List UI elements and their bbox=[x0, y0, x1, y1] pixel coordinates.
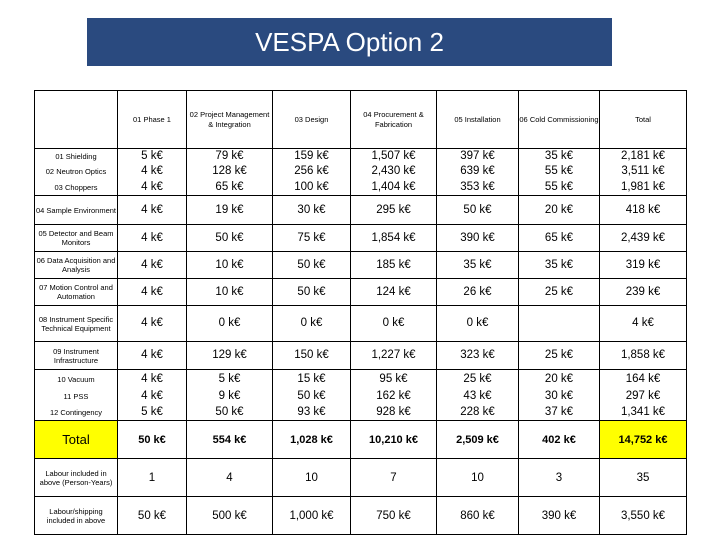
cell-value: 4 k€ bbox=[632, 317, 654, 329]
row-label-text: 09 Instrument Infrastructure bbox=[53, 346, 99, 365]
table-cell: 500 k€ bbox=[187, 497, 273, 535]
table-row bbox=[35, 306, 687, 342]
table-cell: 860 k€ bbox=[437, 497, 519, 535]
table-cell bbox=[437, 279, 519, 306]
cell-value: 25 k€ bbox=[463, 373, 492, 385]
cell-value: 0 k€ bbox=[466, 317, 489, 329]
table-row bbox=[35, 225, 687, 252]
cell-value: 4 k€ bbox=[141, 181, 163, 193]
cell-value: 319 k€ bbox=[625, 259, 661, 271]
row-label-text: 01 Shielding bbox=[55, 151, 97, 161]
cell-value: 25 k€ bbox=[544, 349, 574, 361]
cell-value: 10 k€ bbox=[215, 286, 244, 298]
table-cell bbox=[118, 279, 187, 306]
table-cell bbox=[351, 252, 437, 279]
table-cell bbox=[273, 149, 351, 196]
column-header: 03 Design bbox=[273, 91, 351, 149]
cell-value: 55 k€ bbox=[544, 165, 574, 177]
cell-value: 35 k€ bbox=[544, 150, 574, 162]
table-cell bbox=[600, 342, 687, 370]
table-row bbox=[35, 279, 687, 306]
cell-value: 397 k€ bbox=[460, 150, 495, 162]
table-cell bbox=[351, 370, 437, 421]
cell-value: 30 k€ bbox=[297, 204, 326, 216]
table-cell bbox=[351, 342, 437, 370]
cell-value: 1,981 k€ bbox=[620, 181, 666, 193]
cell-value: 4 k€ bbox=[141, 349, 163, 361]
column-header: 05 Installation bbox=[437, 91, 519, 149]
cell-value: 65 k€ bbox=[544, 232, 574, 244]
table-cell: 35 bbox=[600, 459, 687, 497]
cell-value: 323 k€ bbox=[460, 349, 495, 361]
table-cell bbox=[187, 149, 273, 196]
cell-value: 4 k€ bbox=[141, 259, 163, 271]
cell-value: 239 k€ bbox=[625, 286, 661, 298]
cell-value: 5 k€ bbox=[218, 373, 241, 385]
cell-value: 1,854 k€ bbox=[371, 232, 416, 244]
table-cell bbox=[118, 306, 187, 342]
labour-row bbox=[35, 459, 687, 497]
cell-value: 30 k€ bbox=[544, 390, 574, 402]
cell-value: 1,858 k€ bbox=[620, 349, 666, 361]
cell-value: 228 k€ bbox=[460, 406, 495, 418]
total-row bbox=[35, 421, 687, 459]
cell-value: 20 k€ bbox=[544, 204, 574, 216]
cell-value: 256 k€ bbox=[294, 165, 329, 177]
cell-value: 75 k€ bbox=[297, 232, 326, 244]
table-cell bbox=[187, 252, 273, 279]
cell-value: 390 k€ bbox=[460, 232, 495, 244]
cell-value: 4 k€ bbox=[141, 165, 163, 177]
table-cell bbox=[519, 279, 600, 306]
table-cell: 10 bbox=[437, 459, 519, 497]
table-cell bbox=[519, 306, 600, 342]
header-corner bbox=[35, 91, 118, 149]
cell-value: 4 k€ bbox=[141, 317, 163, 329]
table-cell bbox=[519, 252, 600, 279]
row-label: Total bbox=[35, 421, 118, 459]
table-cell: 554 k€ bbox=[187, 421, 273, 459]
slide-title: VESPA Option 2 bbox=[87, 18, 612, 66]
table-cell: 14,752 k€ bbox=[600, 421, 687, 459]
cell-value: 50 k€ bbox=[215, 232, 244, 244]
table-cell bbox=[118, 252, 187, 279]
row-label bbox=[35, 252, 118, 279]
column-header: 01 Phase 1 bbox=[118, 91, 187, 149]
row-label bbox=[35, 279, 118, 306]
cell-value: 159 k€ bbox=[294, 150, 329, 162]
table-cell bbox=[437, 342, 519, 370]
cell-value: 4 k€ bbox=[141, 286, 163, 298]
table-cell bbox=[118, 370, 187, 421]
cell-value: 1,341 k€ bbox=[620, 406, 666, 418]
cell-value: 164 k€ bbox=[625, 373, 661, 385]
table-cell bbox=[118, 225, 187, 252]
cell-value: 4 k€ bbox=[141, 232, 163, 244]
table-cell: 390 k€ bbox=[519, 497, 600, 535]
table-cell bbox=[600, 252, 687, 279]
table-cell bbox=[187, 225, 273, 252]
cell-value: 129 k€ bbox=[212, 349, 247, 361]
cell-value: 50 k€ bbox=[463, 204, 492, 216]
table-cell bbox=[351, 306, 437, 342]
table-cell bbox=[519, 370, 600, 421]
cell-value: 19 k€ bbox=[215, 204, 244, 216]
table-cell: 1,000 k€ bbox=[273, 497, 351, 535]
table-cell bbox=[118, 196, 187, 225]
row-label-text: 12 Contingency bbox=[49, 407, 103, 417]
cell-value: 928 k€ bbox=[376, 406, 411, 418]
cell-value: 15 k€ bbox=[297, 373, 326, 385]
table-cell bbox=[437, 225, 519, 252]
cell-value: 297 k€ bbox=[625, 390, 661, 402]
column-header: 06 Cold Commissioning bbox=[519, 91, 600, 149]
table-cell bbox=[600, 149, 687, 196]
table-cell bbox=[273, 196, 351, 225]
row-label-text: 05 Detector and Beam Monitors bbox=[38, 229, 114, 247]
cell-value: 4 k€ bbox=[141, 373, 163, 385]
table-row bbox=[35, 196, 687, 225]
table-cell: 3 bbox=[519, 459, 600, 497]
cell-value: 79 k€ bbox=[215, 150, 244, 162]
table-cell: 10,210 k€ bbox=[351, 421, 437, 459]
row-label bbox=[35, 196, 118, 225]
cell-value: 35 k€ bbox=[544, 259, 574, 271]
table-cell bbox=[273, 225, 351, 252]
shipping-row bbox=[35, 497, 687, 535]
table-cell bbox=[600, 370, 687, 421]
cell-value: 162 k€ bbox=[376, 390, 411, 402]
cell-value: 124 k€ bbox=[376, 286, 411, 298]
table-cell bbox=[351, 225, 437, 252]
cell-value: 100 k€ bbox=[294, 181, 329, 193]
table-row bbox=[35, 252, 687, 279]
row-label: Labour included in above (Person-Years) bbox=[35, 459, 118, 497]
table-cell bbox=[351, 196, 437, 225]
cell-value: 26 k€ bbox=[463, 286, 492, 298]
cell-value: 93 k€ bbox=[297, 406, 326, 418]
table-cell: 1,028 k€ bbox=[273, 421, 351, 459]
cell-value: 0 k€ bbox=[218, 317, 241, 329]
cell-value: 95 k€ bbox=[379, 373, 408, 385]
table-cell bbox=[273, 370, 351, 421]
cell-value: 418 k€ bbox=[625, 204, 661, 216]
cell-value: 0 k€ bbox=[300, 317, 323, 329]
cell-value: 9 k€ bbox=[218, 390, 241, 402]
table-cell bbox=[519, 196, 600, 225]
column-header: Total bbox=[600, 91, 687, 149]
table-cell bbox=[351, 149, 437, 196]
table-cell: 1 bbox=[118, 459, 187, 497]
table-cell: 402 k€ bbox=[519, 421, 600, 459]
table-row bbox=[35, 342, 687, 370]
table-cell: 50 k€ bbox=[118, 421, 187, 459]
table-cell: 7 bbox=[351, 459, 437, 497]
table-row bbox=[35, 370, 687, 421]
table-cell bbox=[519, 225, 600, 252]
cell-value: 1,507 k€ bbox=[371, 150, 416, 162]
table-cell bbox=[600, 196, 687, 225]
cell-value: 128 k€ bbox=[212, 165, 247, 177]
table-cell bbox=[437, 196, 519, 225]
table-cell bbox=[519, 149, 600, 196]
cell-value: 150 k€ bbox=[294, 349, 329, 361]
cell-value: 295 k€ bbox=[376, 204, 411, 216]
table-cell bbox=[437, 306, 519, 342]
cell-value: 10 k€ bbox=[215, 259, 244, 271]
row-label bbox=[35, 342, 118, 370]
table-cell bbox=[273, 342, 351, 370]
cell-value: 4 k€ bbox=[141, 204, 163, 216]
cell-value: 2,181 k€ bbox=[620, 150, 666, 162]
cell-value: 5 k€ bbox=[141, 406, 163, 418]
table-cell: 2,509 k€ bbox=[437, 421, 519, 459]
table-cell bbox=[351, 279, 437, 306]
cell-value: 4 k€ bbox=[141, 390, 163, 402]
column-header: 04 Procurement & Fabrication bbox=[351, 91, 437, 149]
table-cell bbox=[118, 149, 187, 196]
cell-value: 25 k€ bbox=[544, 286, 574, 298]
cell-value: 50 k€ bbox=[297, 259, 326, 271]
cell-value: 65 k€ bbox=[215, 181, 244, 193]
cell-value: 35 k€ bbox=[463, 259, 492, 271]
table-cell bbox=[187, 279, 273, 306]
cell-value: 37 k€ bbox=[544, 406, 574, 418]
cell-value: 50 k€ bbox=[215, 406, 244, 418]
column-header: 02 Project Management & Integration bbox=[187, 91, 273, 149]
cell-value: 55 k€ bbox=[544, 181, 574, 193]
row-label-text: 10 Vacuum bbox=[57, 374, 95, 384]
cell-value: 2,439 k€ bbox=[620, 232, 666, 244]
cell-value: 353 k€ bbox=[460, 181, 495, 193]
row-label bbox=[35, 370, 118, 421]
row-label-text: 04 Sample Environment bbox=[35, 205, 117, 215]
cell-value bbox=[519, 306, 599, 341]
table-cell bbox=[437, 149, 519, 196]
row-label-text: 08 Instrument Specific Technical Equipment bbox=[38, 314, 114, 333]
table-cell bbox=[273, 279, 351, 306]
row-label-text: 11 PSS bbox=[63, 391, 89, 401]
table-cell bbox=[118, 342, 187, 370]
table-cell: 50 k€ bbox=[118, 497, 187, 535]
table-cell bbox=[519, 342, 600, 370]
table-cell bbox=[187, 196, 273, 225]
cell-value: 2,430 k€ bbox=[371, 165, 416, 177]
table-cell bbox=[600, 225, 687, 252]
row-label bbox=[35, 306, 118, 342]
table-cell bbox=[437, 252, 519, 279]
cell-value: 43 k€ bbox=[463, 390, 492, 402]
row-label bbox=[35, 225, 118, 252]
cell-value: 50 k€ bbox=[297, 286, 326, 298]
row-label: Labour/shipping included in above bbox=[35, 497, 118, 535]
row-label-text: 06 Data Acquisition and Analysis bbox=[36, 256, 116, 274]
table-cell bbox=[273, 306, 351, 342]
cell-value: 5 k€ bbox=[141, 150, 163, 162]
table-cell: 4 bbox=[187, 459, 273, 497]
cell-value: 1,227 k€ bbox=[371, 349, 416, 361]
table-row bbox=[35, 149, 687, 196]
row-label bbox=[35, 149, 118, 196]
table-cell bbox=[600, 279, 687, 306]
table-cell bbox=[187, 370, 273, 421]
table-cell bbox=[187, 306, 273, 342]
table-cell bbox=[273, 252, 351, 279]
table-cell: 750 k€ bbox=[351, 497, 437, 535]
cell-value: 0 k€ bbox=[382, 317, 405, 329]
cell-value: 1,404 k€ bbox=[371, 181, 416, 193]
cell-value: 50 k€ bbox=[297, 390, 326, 402]
cell-value: 639 k€ bbox=[460, 165, 495, 177]
table-cell: 10 bbox=[273, 459, 351, 497]
table-cell bbox=[437, 370, 519, 421]
row-label-text: 02 Neutron Optics bbox=[45, 166, 107, 176]
cell-value: 185 k€ bbox=[376, 259, 411, 271]
table-cell: 3,550 k€ bbox=[600, 497, 687, 535]
cost-table bbox=[34, 90, 687, 535]
table-cell bbox=[600, 306, 687, 342]
cell-value: 3,511 k€ bbox=[621, 165, 665, 177]
row-label-text: 03 Choppers bbox=[54, 182, 98, 192]
cell-value: 20 k€ bbox=[544, 373, 574, 385]
row-label-text: 07 Motion Control and Automation bbox=[39, 283, 113, 301]
table-cell bbox=[187, 342, 273, 370]
